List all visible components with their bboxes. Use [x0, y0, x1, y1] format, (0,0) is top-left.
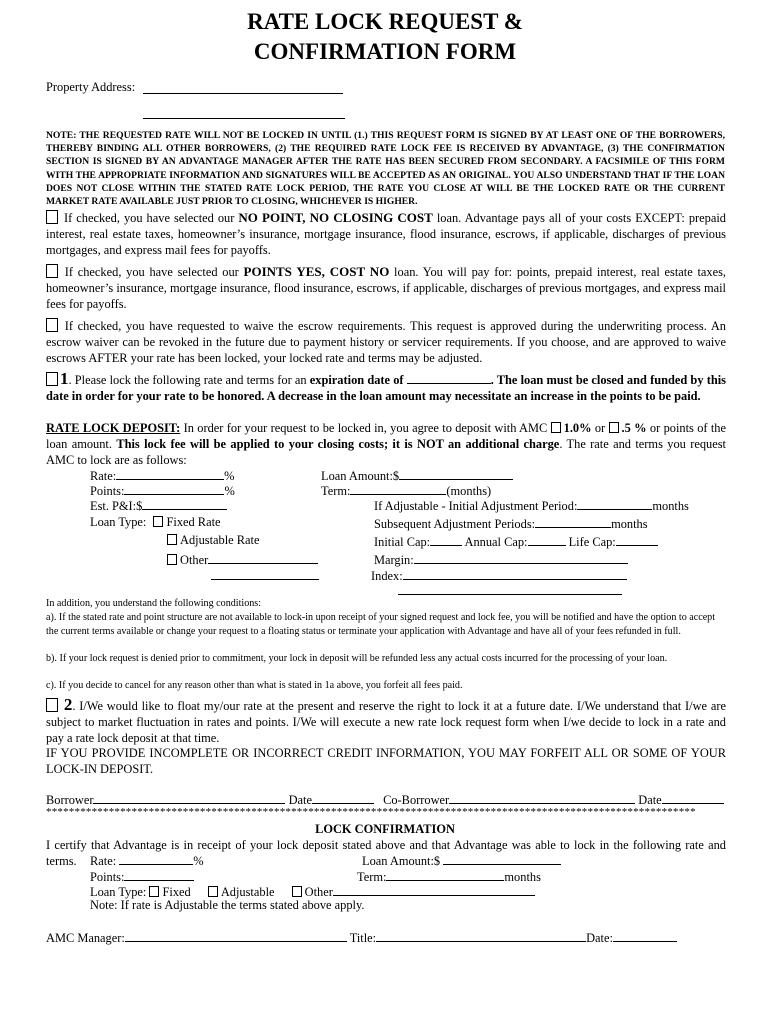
- amc-manager-label: AMC Manager:: [46, 931, 125, 945]
- borrower-signature-field[interactable]: [93, 791, 285, 804]
- section-1-text: . Please lock the following rate and terms for an: [68, 373, 310, 387]
- no-point-checkbox[interactable]: [46, 210, 58, 224]
- confirm-points-field[interactable]: [124, 868, 194, 881]
- caps-row: [374, 533, 658, 550]
- points-yes-text-post: loan. You will pay for: points, prepaid interest, real estate taxes, homeowner’s insurance, mortgage insurance, flood insurance, escrows, if applicable, discharges of previous mortgages, and express mail fees for payoffs.: [46, 265, 726, 311]
- initial-adjustment-label: If Adjustable - Initial Adjustment Period:: [374, 499, 578, 513]
- deposit-bold-text: This lock fee will be applied to your closing costs; it is NOT an additional charge: [116, 437, 560, 451]
- option-no-point-paragraph: [46, 210, 726, 258]
- section-2-paragraph: [46, 697, 726, 746]
- confirm-rate-field[interactable]: [119, 852, 193, 865]
- confirm-points-label: Points:: [90, 870, 125, 884]
- amc-manager-field[interactable]: [125, 929, 347, 942]
- expiration-date-field[interactable]: [407, 371, 491, 384]
- section-2-number: 2: [63, 695, 73, 714]
- points-yes-text-pre: If checked, you have selected our: [64, 265, 244, 279]
- term-label: Term:: [321, 484, 351, 498]
- initial-adjustment-field[interactable]: [577, 497, 652, 510]
- subsequent-adjustment-label: Subsequent Adjustment Periods:: [374, 517, 536, 531]
- deposit-half-pct-label: .5 %: [621, 421, 647, 435]
- loan-amount-field[interactable]: [399, 467, 513, 480]
- rate-lock-deposit-label: RATE LOCK DEPOSIT:: [46, 421, 181, 435]
- confirm-term-unit: months: [504, 870, 541, 884]
- confirm-other-label: Other: [304, 885, 333, 899]
- confirm-adjustable-checkbox[interactable]: [208, 886, 218, 897]
- borrower-label: Borrower: [46, 793, 94, 807]
- index-row: [371, 567, 627, 584]
- credit-warning: IF YOU PROVIDE INCOMPLETE OR INCORRECT CREDIT INFORMATION, YOU MAY FORFEIT ALL OR SOME OF YOUR LOCK-IN DEPOSIT.: [46, 746, 726, 776]
- separator-stars: ******************************************************************************************************************: [46, 806, 696, 818]
- confirm-term-label: Term:: [357, 870, 387, 884]
- life-cap-label: Life Cap:: [568, 535, 616, 549]
- confirm-adjustable-label: Adjustable: [220, 885, 275, 899]
- margin-row: [374, 551, 628, 568]
- index-field[interactable]: [403, 567, 627, 580]
- confirm-other-field[interactable]: [333, 883, 535, 896]
- margin-field[interactable]: [414, 551, 628, 564]
- initial-adjustment-row: [374, 497, 689, 514]
- borrower-date-field[interactable]: [312, 791, 374, 804]
- escrow-waiver-checkbox[interactable]: [46, 318, 58, 332]
- section-1-number: 1: [60, 369, 69, 388]
- rate-field[interactable]: [116, 467, 224, 480]
- property-address-label: Property Address:: [46, 80, 136, 94]
- subsequent-adjustment-row: [374, 515, 648, 532]
- initial-adjustment-unit: months: [652, 499, 689, 513]
- confirm-other-checkbox[interactable]: [292, 886, 302, 897]
- index-label: Index:: [371, 569, 403, 583]
- borrower-date-label: Date: [288, 793, 312, 807]
- section-2-checkbox[interactable]: [46, 698, 58, 712]
- loan-amount-label: Loan Amount:$: [321, 469, 400, 483]
- escrow-text: If checked, you have requested to waive the escrow requirements. This request is approved during the underwriting process. An escrow waiver can be revoked in the future due to payment history or servicer requirements. If you choose, and are approved to waive escrows AFTER your rate has been locked, your locked rate and terms may be adjusted.: [46, 319, 726, 365]
- fixed-rate-label: Fixed Rate: [166, 515, 221, 529]
- life-cap-field[interactable]: [616, 533, 658, 546]
- points-field[interactable]: [124, 482, 224, 495]
- annual-cap-field[interactable]: [528, 533, 566, 546]
- manager-signature-row: [46, 929, 677, 946]
- no-point-title: NO POINT, NO CLOSING COST: [238, 210, 433, 225]
- adjustable-rate-checkbox[interactable]: [167, 534, 177, 545]
- other-field-2[interactable]: [211, 579, 319, 580]
- rate-label: Rate:: [90, 469, 117, 483]
- loan-type-row: [90, 515, 221, 530]
- coborrower-signature-field[interactable]: [449, 791, 635, 804]
- margin-label: Margin:: [374, 553, 414, 567]
- confirm-term-field[interactable]: [386, 868, 504, 881]
- initial-cap-field[interactable]: [430, 533, 462, 546]
- confirm-rate-unit: %: [193, 854, 204, 868]
- other-field[interactable]: [208, 551, 318, 564]
- term-field[interactable]: [350, 482, 446, 495]
- confirm-note: Note: If rate is Adjustable the terms stated above apply.: [90, 898, 365, 912]
- manager-date-field[interactable]: [613, 929, 677, 942]
- fixed-rate-checkbox[interactable]: [153, 516, 163, 527]
- pi-label: Est. P&I:$: [90, 499, 143, 513]
- rate-lock-deposit-paragraph: [46, 420, 726, 468]
- lock-confirmation-title: LOCK CONFIRMATION: [315, 822, 455, 836]
- subsequent-adjustment-unit: months: [611, 517, 648, 531]
- term-unit: (months): [446, 484, 492, 498]
- lock-confirmation-statement: I certify that Advantage is in receipt of your lock deposit stated above and that Advantage was able to lock in the following rate and terms.: [46, 838, 726, 868]
- section-1-bold-text: . The loan must be closed and funded by this date in order for your rate to be honored. A decrease in the loan amount may necessitate an increase in the points to be paid.: [46, 373, 726, 403]
- adjustable-rate-label: Adjustable Rate: [180, 533, 260, 547]
- expiration-label: expiration date of: [309, 373, 407, 387]
- deposit-text-1: In order for your request to be locked in, you agree to deposit with AMC: [180, 421, 551, 435]
- form-note: NOTE: THE REQUESTED RATE WILL NOT BE LOCKED IN UNTIL (1.) THIS REQUEST FORM IS SIGNED BY AT LEAST ONE OF THE BORROWERS, THEREBY BINDING ALL OTHER BORROWERS, (2) THE REQUIRED RATE LOCK FEE IS RECEIVED BY ADVANTAGE, (3) THE CONFIRMATION SECTION IS SIGNED BY AN ADVANTAGE MANAGER AFTER THE RATE HAS BEEN SECURED FROM SECONDARY. A FACSIMILE OF THIS FORM WITH THE APPROPRIATE INFORMATION AND SIGNATURES WILL BE ACCEPTED AS AN ORIGINAL. YOU ALSO UNDERSTAND THAT IF THE LOAN DOES NOT CLOSE WITHIN THE STATED RATE LOCK PERIOD, THE RATE YOU CLOSE AT WILL BE THE LOCKED RATE OR THE CURRENT MARKET RATE AVAILABLE JUST PRIOR TO CLOSING, WHICHEVER IS HIGHER.: [46, 130, 725, 208]
- initial-cap-label: Initial Cap:: [374, 535, 431, 549]
- section-1-checkbox[interactable]: [46, 372, 58, 386]
- form-title-line1: RATE LOCK REQUEST &: [247, 9, 523, 34]
- manager-title-label: Title:: [349, 931, 377, 945]
- conditions-intro: In addition, you understand the following conditions:: [46, 598, 262, 609]
- index-field-2[interactable]: [398, 594, 622, 595]
- property-address-field[interactable]: [143, 93, 343, 94]
- confirm-fixed-label: Fixed: [162, 885, 191, 899]
- property-address-field-2[interactable]: [143, 118, 345, 119]
- condition-b: b). If your lock request is denied prior to commitment, your lock in deposit will be refunded less any actual costs incurred for the processing of your loan.: [46, 653, 668, 664]
- other-row: [167, 551, 318, 568]
- points-unit: %: [224, 484, 235, 498]
- deposit-text-2: or points of the loan amount.: [46, 421, 726, 451]
- confirm-fixed-checkbox[interactable]: [149, 886, 159, 897]
- loan-type-label: Loan Type:: [90, 515, 147, 529]
- confirm-rate-row: [90, 852, 204, 869]
- pi-field[interactable]: [142, 497, 227, 510]
- deposit-1pct-checkbox[interactable]: [551, 422, 561, 433]
- coborrower-date-label: Date: [638, 793, 662, 807]
- confirm-rate-label: Rate:: [90, 854, 117, 868]
- other-label: Other: [180, 553, 209, 567]
- condition-c: c). If you decide to cancel for any reason other than what is stated in 1a above, you forfeit all fees paid.: [46, 680, 463, 691]
- confirm-loan-amount-row: [362, 852, 561, 869]
- confirm-loan-amount-label: Loan Amount:$: [362, 854, 441, 868]
- adjustable-rate-row: [167, 533, 260, 548]
- subsequent-adjustment-field[interactable]: [535, 515, 611, 528]
- points-yes-checkbox[interactable]: [46, 264, 58, 278]
- coborrower-date-field[interactable]: [662, 791, 724, 804]
- condition-a: a). If the stated rate and point structure are not available to lock-in upon receipt of your signed request and lock fee, you will be notified and have the option to accept the current terms available or change your request to a floating status or terminate your application with Advantage and have all of your fees refunded in full.: [46, 612, 716, 637]
- confirm-loan-type-label: Loan Type:: [90, 885, 147, 899]
- no-point-text-pre: If checked, you have selected our: [64, 211, 239, 225]
- points-yes-title: POINTS YES, COST NO: [243, 264, 390, 279]
- form-title-line2: CONFIRMATION FORM: [253, 39, 517, 64]
- option-points-yes-paragraph: [46, 264, 726, 312]
- confirm-loan-amount-field[interactable]: [443, 852, 561, 865]
- manager-date-label: Date:: [586, 931, 613, 945]
- no-point-text-post: loan. Advantage pays all of your costs EXCEPT: prepaid interest, real estate taxes, homeowner’s insurance, mortgage insurance, flood insurance, escrows, if applicable, discharges of previous mortgages, and express mail fees for payoffs.: [46, 211, 726, 257]
- section-1-paragraph: [46, 371, 726, 404]
- points-label: Points:: [90, 484, 125, 498]
- section-2-text: . I/We would like to float my/our rate at the present and reserve the right to lock it at a future date. I/We understand that I/we are subject to market fluctuation in rates and points. I/We will execute a new rate lock request form when I/we decide to lock in a rate and pay a rate lock deposit at that time.: [46, 699, 726, 745]
- option-escrow-paragraph: [46, 318, 726, 366]
- rate-unit: %: [224, 469, 235, 483]
- manager-title-field[interactable]: [376, 929, 586, 942]
- deposit-half-pct-checkbox[interactable]: [609, 422, 619, 433]
- annual-cap-label: Annual Cap:: [464, 535, 528, 549]
- deposit-1pct-label: 1.0%: [563, 421, 592, 435]
- deposit-or: or: [591, 421, 609, 435]
- other-checkbox[interactable]: [167, 554, 177, 565]
- pi-row: [90, 497, 227, 514]
- deposit-text-3: . The rate and terms you request AMC to lock are as follows:: [46, 437, 726, 467]
- coborrower-label: Co-Borrower: [383, 793, 450, 807]
